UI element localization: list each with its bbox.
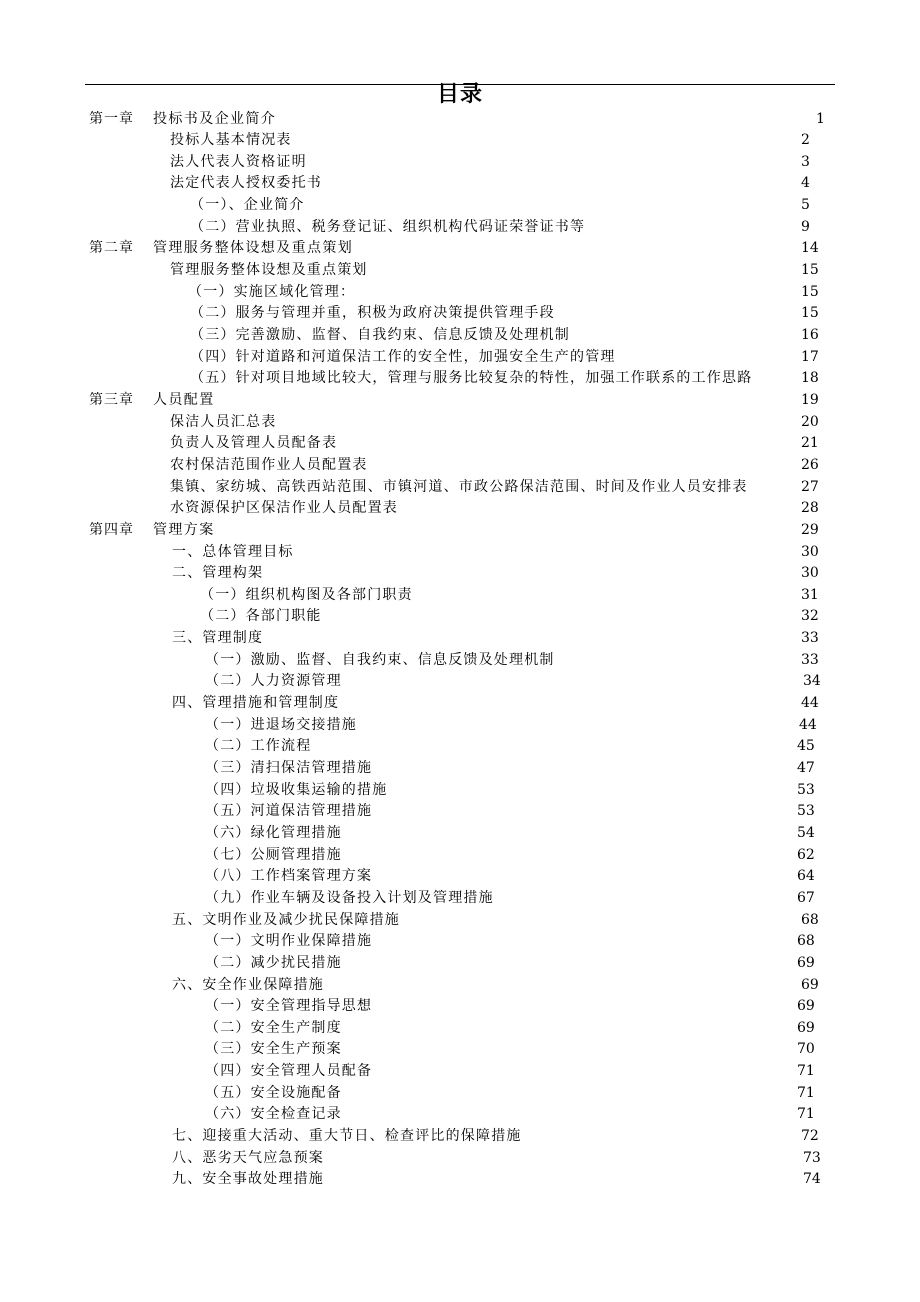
toc-page-number: 3 <box>801 153 810 170</box>
toc-entry[interactable] <box>0 910 920 932</box>
toc-entry[interactable] <box>0 845 920 867</box>
toc-entry-label: 九、安全事故处理措施 <box>172 1171 324 1188</box>
toc-page-number: 69 <box>797 954 815 971</box>
toc-entry-label: 投标书及企业简介 <box>153 110 277 127</box>
toc-entry[interactable] <box>0 996 920 1018</box>
toc-entry-label: （二）工作流程 <box>205 738 312 755</box>
toc-entry[interactable] <box>0 888 920 910</box>
toc-entry-label: （六）绿化管理措施 <box>205 824 342 841</box>
toc-page-number: 54 <box>797 824 815 841</box>
toc-page-number: 74 <box>803 1171 821 1188</box>
toc-page-number: 73 <box>803 1149 821 1166</box>
toc-entry-label: （一）激励、监督、自我约束、信息反馈及处理机制 <box>205 651 555 668</box>
toc-entry-label: 管理服务整体设想及重点策划 <box>153 240 354 257</box>
toc-entry-label: （一）、企业简介 <box>190 197 305 214</box>
toc-entry[interactable] <box>0 975 920 997</box>
toc-page-number: 29 <box>801 521 819 538</box>
toc-entry-label: 集镇、家纺城、高铁西站范围、市镇河道、市政公路保洁范围、时间及作业人员安排表 <box>170 478 748 495</box>
toc-entry-label: 法人代表人资格证明 <box>170 153 307 170</box>
toc-entry[interactable] <box>0 498 920 520</box>
toc-page-number: 69 <box>801 976 819 993</box>
toc-page-number: 71 <box>797 1063 815 1080</box>
toc-entry[interactable] <box>0 823 920 845</box>
toc-page-number: 69 <box>797 998 815 1015</box>
toc-title: 目录 <box>436 82 483 107</box>
toc-entry[interactable] <box>0 217 920 239</box>
toc-chapter-number: 第一章 <box>89 110 134 127</box>
toc-entry[interactable] <box>0 1083 920 1105</box>
toc-entry-label: （五）安全设施配备 <box>205 1084 342 1101</box>
toc-page-number: 18 <box>801 370 819 387</box>
toc-entry[interactable] <box>0 130 920 152</box>
toc-entry-label: （四）针对道路和河道保洁工作的安全性，加强安全生产的管理 <box>190 348 616 365</box>
toc-entry-label: （二）减少扰民措施 <box>205 954 342 971</box>
toc-entry-label: （一）组织机构图及各部门职责 <box>200 586 413 603</box>
toc-page-number: 70 <box>797 1041 815 1058</box>
toc-entry[interactable] <box>0 628 920 650</box>
toc-page-number: 71 <box>797 1084 815 1101</box>
toc-entry[interactable] <box>0 736 920 758</box>
toc-entry-label: 二、管理构架 <box>172 565 264 582</box>
toc-entry[interactable] <box>0 520 920 542</box>
toc-page-number: 15 <box>801 283 819 300</box>
toc-entry[interactable] <box>0 693 920 715</box>
toc-entry[interactable] <box>0 477 920 499</box>
toc-entry-label: 法定代表人授权委托书 <box>170 175 322 192</box>
toc-page-number: 67 <box>797 889 815 906</box>
toc-page-number: 47 <box>797 760 815 776</box>
toc-page-number: 64 <box>797 868 815 885</box>
toc-entry[interactable] <box>0 455 920 477</box>
toc-entry[interactable] <box>0 953 920 975</box>
toc-page-number: 33 <box>801 651 819 668</box>
toc-page-number: 53 <box>797 781 815 798</box>
toc-entry[interactable] <box>0 715 920 737</box>
toc-entry-label: 农村保洁范围作业人员配置表 <box>170 456 368 473</box>
toc-entry[interactable] <box>0 801 920 823</box>
toc-entry[interactable] <box>0 650 920 672</box>
toc-page-number: 26 <box>801 456 819 473</box>
toc-entry[interactable] <box>0 758 920 780</box>
toc-page-number: 68 <box>797 933 815 950</box>
toc-entry-label: 管理方案 <box>153 521 215 538</box>
toc-chapter-number: 第四章 <box>89 521 134 538</box>
toc-entry[interactable] <box>0 1169 920 1191</box>
toc-entry[interactable] <box>0 1104 920 1126</box>
toc-entry-label: （三）清扫保洁管理措施 <box>205 760 373 776</box>
toc-page-number: 34 <box>803 673 821 690</box>
toc-entry-label: （一）进退场交接措施 <box>205 716 357 733</box>
toc-page-number: 44 <box>801 695 819 712</box>
toc-entry[interactable] <box>0 1061 920 1083</box>
toc-entry-label: 水资源保护区保洁作业人员配置表 <box>170 500 398 517</box>
toc-page-number: 68 <box>801 911 819 928</box>
toc-chapter-number: 第三章 <box>89 391 134 408</box>
toc-entry[interactable] <box>0 368 920 390</box>
toc-entry-label: 一、总体管理目标 <box>172 543 294 560</box>
toc-chapter-number: 第二章 <box>89 240 134 257</box>
toc-page-number: 62 <box>797 846 815 863</box>
toc-entry-label: （九）作业车辆及设备投入计划及管理措施 <box>205 889 494 906</box>
toc-page-number: 31 <box>801 586 819 603</box>
toc-entry[interactable] <box>0 671 920 693</box>
toc-entry-label: 八、恶劣天气应急预案 <box>172 1149 324 1166</box>
toc-page-number: 44 <box>799 716 817 733</box>
toc-page-number: 4 <box>801 175 810 192</box>
toc-entry[interactable] <box>0 866 920 888</box>
toc-page-number: 20 <box>801 413 819 430</box>
toc-entry-label: 七、迎接重大活动、重大节日、检查评比的保障措施 <box>172 1128 522 1145</box>
toc-entry-label: （一）文明作业保障措施 <box>205 933 373 950</box>
toc-page-number: 27 <box>801 478 819 495</box>
toc-page-number: 9 <box>801 218 810 235</box>
toc-entry-label: （三）完善激励、监督、自我约束、信息反馈及处理机制 <box>190 327 570 343</box>
toc-entry-label: 四、管理措施和管理制度 <box>172 695 340 712</box>
toc-page-number: 33 <box>801 630 819 647</box>
toc-page-number: 69 <box>797 1019 815 1036</box>
toc-entry[interactable] <box>0 303 920 325</box>
toc-entry[interactable] <box>0 1126 920 1148</box>
toc-entry[interactable] <box>0 412 920 434</box>
toc-entry-label: 负责人及管理人员配备表 <box>170 435 338 452</box>
toc-entry[interactable] <box>0 238 920 260</box>
toc-entry[interactable] <box>0 606 920 628</box>
toc-page-number: 32 <box>801 608 819 625</box>
toc-page-number: 15 <box>801 262 819 279</box>
toc-entry-label: （三）安全生产预案 <box>205 1041 342 1058</box>
toc-entry-label: （四）垃圾收集运输的措施 <box>205 781 388 798</box>
toc-entry[interactable] <box>0 109 920 131</box>
toc-page-number: 2 <box>801 132 810 149</box>
toc-entry-label: 投标人基本情况表 <box>170 132 292 149</box>
toc-page-number: 17 <box>801 348 819 365</box>
toc-page-number: 5 <box>801 197 810 214</box>
toc-entry[interactable] <box>0 282 920 304</box>
toc-entry[interactable] <box>0 1039 920 1061</box>
toc-page-number: 71 <box>797 1106 815 1123</box>
toc-entry-label: （六）安全检查记录 <box>205 1106 342 1123</box>
toc-entry-label: 保洁人员汇总表 <box>170 413 277 430</box>
toc-entry-label: （八）工作档案管理方案 <box>205 868 373 885</box>
toc-entry-label: （一）安全管理指导思想 <box>205 998 373 1015</box>
toc-entry[interactable] <box>0 563 920 585</box>
toc-page-number: 21 <box>801 435 819 452</box>
toc-page-number: 15 <box>801 305 819 322</box>
toc-entry-label: 三、管理制度 <box>172 630 264 647</box>
toc-entry[interactable] <box>0 931 920 953</box>
toc-entry-label: 人员配置 <box>153 391 215 408</box>
toc-entry[interactable] <box>0 433 920 455</box>
toc-page-number: 28 <box>801 500 819 517</box>
toc-page-number: 30 <box>801 565 819 582</box>
toc-entry-label: （五）河道保洁管理措施 <box>205 803 373 820</box>
toc-entry[interactable] <box>0 585 920 607</box>
toc-entry-label: （七）公厕管理措施 <box>205 846 342 863</box>
toc-entry-label: （二）各部门职能 <box>200 608 322 625</box>
toc-entry-label: （一）实施区域化管理： <box>188 283 356 300</box>
toc-page-number: 14 <box>801 240 819 257</box>
toc-entry[interactable] <box>0 152 920 174</box>
toc-entry-label: （二）营业执照、税务登记证、组织机构代码证荣誉证书等 <box>190 218 586 235</box>
toc-entry-label: （二）人力资源管理 <box>205 673 342 690</box>
toc-entry[interactable] <box>0 195 920 217</box>
toc-entry[interactable] <box>0 173 920 195</box>
toc-page-number: 19 <box>801 391 819 408</box>
toc-entry[interactable] <box>0 390 920 412</box>
toc-entry-label: 五、文明作业及减少扰民保障措施 <box>172 911 400 928</box>
toc-entry-label: 六、安全作业保障措施 <box>172 976 324 993</box>
toc-entry[interactable] <box>0 1148 920 1170</box>
toc-entry-label: （二）服务与管理并重，积极为政府决策提供管理手段 <box>190 305 555 322</box>
toc-page-number: 16 <box>801 327 819 343</box>
toc-entry-label: 管理服务整体设想及重点策划 <box>170 262 368 279</box>
toc-page-number: 53 <box>797 803 815 820</box>
toc-entry[interactable] <box>0 780 920 802</box>
toc-entry[interactable] <box>0 1018 920 1040</box>
toc-page-number: 45 <box>797 738 815 755</box>
toc-entry-label: （四）安全管理人员配备 <box>205 1063 373 1080</box>
toc-entry-label: （五）针对项目地域比较大，管理与服务比较复杂的特性，加强工作联系的工作思路 <box>190 370 753 387</box>
toc-entry[interactable] <box>0 260 920 282</box>
toc-entry-label: （二）安全生产制度 <box>205 1019 342 1036</box>
toc-entry[interactable] <box>0 347 920 369</box>
toc-entry[interactable] <box>0 542 920 564</box>
toc-page-number: 1 <box>816 110 825 127</box>
toc-page-number: 72 <box>801 1128 819 1145</box>
toc-page-number: 30 <box>801 543 819 560</box>
toc-entry[interactable] <box>0 325 920 347</box>
